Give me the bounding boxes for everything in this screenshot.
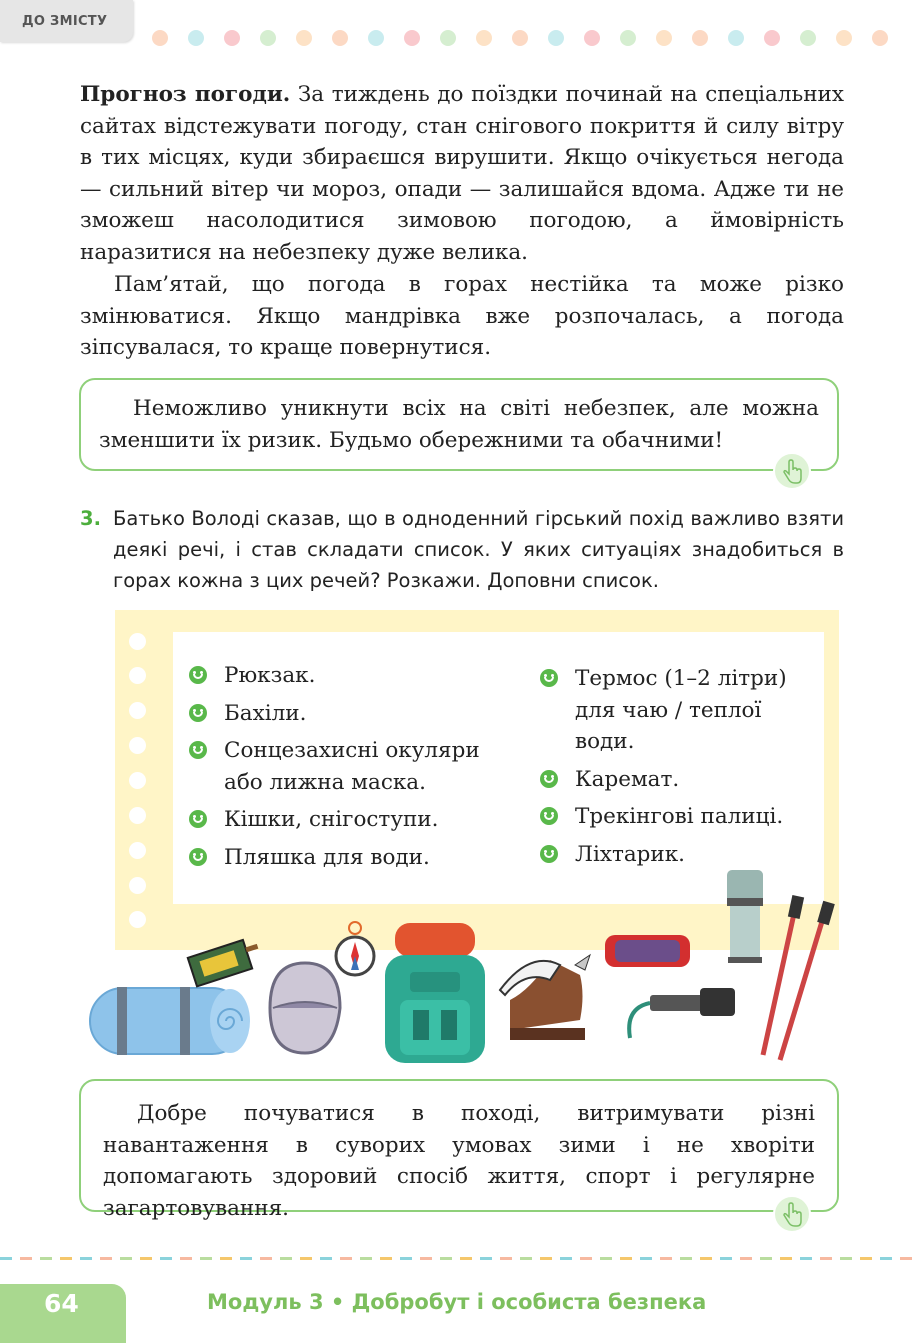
decor-dash bbox=[340, 1257, 352, 1260]
decor-dash bbox=[800, 1257, 812, 1260]
decor-dash bbox=[260, 1257, 272, 1260]
flashlight-icon bbox=[629, 988, 735, 1038]
decor-dash bbox=[820, 1257, 832, 1260]
decor-dot bbox=[404, 30, 420, 46]
decor-dash bbox=[460, 1257, 472, 1260]
smile-icon bbox=[189, 741, 207, 759]
decor-dash bbox=[840, 1257, 852, 1260]
list-item: Бахіли. bbox=[189, 698, 489, 730]
decor-dash bbox=[540, 1257, 552, 1260]
decor-dash bbox=[320, 1257, 332, 1260]
list-item: Пляшка для води. bbox=[189, 842, 489, 874]
mountain-weather-paragraph: Пам’ятай, що погода в горах нестійка та може різко змінюватися. Якщо мандрівка вже розпочалась, а погода зіпсувалася, то краще повернутися. bbox=[80, 272, 844, 360]
decor-dot bbox=[188, 30, 204, 46]
note-hole bbox=[129, 737, 146, 754]
decor-dash bbox=[40, 1257, 52, 1260]
decor-dash bbox=[560, 1257, 572, 1260]
decor-dot bbox=[296, 30, 312, 46]
checklist-right bbox=[540, 663, 810, 876]
compass-icon bbox=[336, 922, 374, 975]
callout-health-text: Добре почуватися в поході, витримувати різні навантаження в суворих умовах зими і не хворіти допомагають здоровий спосіб життя, спорт і регулярне загартовування. bbox=[103, 1101, 815, 1221]
task-number: 3. bbox=[80, 507, 101, 530]
list-item: Рюкзак. bbox=[189, 660, 489, 692]
decor-dot bbox=[332, 30, 348, 46]
list-item: Сонцезахисні окуляри або лижна маска. bbox=[189, 735, 489, 798]
decor-dash bbox=[0, 1257, 12, 1260]
decor-dot bbox=[224, 30, 240, 46]
list-item: Трекінгові палиці. bbox=[540, 801, 810, 833]
decor-dash bbox=[620, 1257, 632, 1260]
decorative-dots bbox=[150, 28, 910, 48]
note-hole bbox=[129, 842, 146, 859]
decor-dash bbox=[780, 1257, 792, 1260]
decor-dot bbox=[476, 30, 492, 46]
trekking-poles-icon bbox=[763, 895, 835, 1060]
backpack-icon bbox=[385, 923, 485, 1063]
decor-dot bbox=[440, 30, 456, 46]
decor-dash bbox=[380, 1257, 392, 1260]
decor-dash bbox=[900, 1257, 912, 1260]
decor-dot bbox=[692, 30, 708, 46]
weather-text: За тиждень до поїздки починай на спеціальних сайтах відстежувати погоду, стан снігового покриття й силу вітру в тих місцях, куди збираєшся вирушити. Якщо очікується негода — сильний вітер чи мороз, опади — залишайся вдома. Адже ти не зможеш насолодитися зимовою погодою, а ймовірність наразитися на небезпеку дуже велика. bbox=[80, 82, 844, 265]
decor-dash bbox=[480, 1257, 492, 1260]
smile-icon bbox=[540, 807, 558, 825]
smile-icon bbox=[189, 704, 207, 722]
footer-dashed-line bbox=[0, 1257, 918, 1261]
weather-lead: Прогноз погоди. bbox=[80, 82, 291, 107]
callout-health bbox=[79, 1079, 839, 1221]
checklist-left bbox=[189, 660, 489, 879]
smile-icon bbox=[189, 810, 207, 828]
decor-dash bbox=[180, 1257, 192, 1260]
list-item: Ліхтарик. bbox=[540, 839, 810, 871]
hand-icon bbox=[773, 452, 811, 490]
decor-dot bbox=[764, 30, 780, 46]
decor-dash bbox=[600, 1257, 612, 1260]
decor-dot bbox=[584, 30, 600, 46]
decor-dash bbox=[140, 1257, 152, 1260]
decor-dash bbox=[680, 1257, 692, 1260]
decor-dash bbox=[220, 1257, 232, 1260]
decor-dash bbox=[240, 1257, 252, 1260]
weather-paragraph bbox=[80, 79, 844, 268]
decor-dash bbox=[700, 1257, 712, 1260]
decor-dash bbox=[520, 1257, 532, 1260]
decor-dash bbox=[80, 1257, 92, 1260]
decor-dot bbox=[728, 30, 744, 46]
decor-dot bbox=[800, 30, 816, 46]
note-hole bbox=[129, 667, 146, 684]
list-item: Кішки, снігоступи. bbox=[189, 804, 489, 836]
decor-dash bbox=[100, 1257, 112, 1260]
list-item: Каремат. bbox=[540, 764, 810, 796]
note-hole bbox=[129, 702, 146, 719]
toc-link[interactable]: ДО ЗМІСТУ bbox=[0, 0, 133, 42]
decor-dash bbox=[420, 1257, 432, 1260]
smile-icon bbox=[189, 666, 207, 684]
decor-dash bbox=[280, 1257, 292, 1260]
hiking-gear-illustration bbox=[85, 860, 845, 1070]
page-number: 64 bbox=[0, 1284, 126, 1343]
ski-goggles-icon bbox=[605, 935, 690, 967]
task-3 bbox=[80, 503, 844, 596]
decor-dash bbox=[120, 1257, 132, 1260]
decor-dash bbox=[60, 1257, 72, 1260]
decor-dash bbox=[640, 1257, 652, 1260]
thermos-icon bbox=[727, 870, 763, 963]
decor-dash bbox=[200, 1257, 212, 1260]
decor-dot bbox=[872, 30, 888, 46]
module-title: Модуль 3 • Добробут і особиста безпека bbox=[207, 1290, 707, 1314]
decor-dash bbox=[720, 1257, 732, 1260]
smile-icon bbox=[540, 669, 558, 687]
decor-dash bbox=[300, 1257, 312, 1260]
note-hole bbox=[129, 772, 146, 789]
decor-dash bbox=[360, 1257, 372, 1260]
note-hole bbox=[129, 807, 146, 824]
decor-dash bbox=[500, 1257, 512, 1260]
decor-dot bbox=[260, 30, 276, 46]
decor-dash bbox=[740, 1257, 752, 1260]
decor-dash bbox=[880, 1257, 892, 1260]
list-item: Термос (1–2 літри) для чаю / теплої води. bbox=[540, 663, 810, 758]
decor-dot bbox=[512, 30, 528, 46]
decor-dash bbox=[440, 1257, 452, 1260]
callout-safety bbox=[79, 378, 839, 471]
callout-safety-text: Неможливо уникнути всіх на світі небезпек, але можна зменшити їх ризик. Будьмо обережними та обачними! bbox=[99, 396, 819, 453]
matches-icon bbox=[188, 936, 264, 986]
decor-dash bbox=[160, 1257, 172, 1260]
sleeping-mat-icon bbox=[90, 987, 250, 1055]
task-text: Батько Володі сказав, що в одноденний гірський похід важливо взяти деякі речі, і став складати список. У яких ситуаціях знадобиться в горах кожна з цих речей? Розкажи. Доповни список. bbox=[113, 507, 844, 592]
decor-dot bbox=[368, 30, 384, 46]
crampon-boot-icon bbox=[500, 955, 590, 1040]
shoe-covers-icon bbox=[270, 963, 340, 1053]
smile-icon bbox=[540, 770, 558, 788]
decor-dot bbox=[548, 30, 564, 46]
decor-dash bbox=[760, 1257, 772, 1260]
decor-dash bbox=[860, 1257, 872, 1260]
note-hole bbox=[129, 633, 146, 650]
decor-dash bbox=[20, 1257, 32, 1260]
decor-dash bbox=[400, 1257, 412, 1260]
decor-dot bbox=[620, 30, 636, 46]
decor-dash bbox=[580, 1257, 592, 1260]
decor-dash bbox=[660, 1257, 672, 1260]
decor-dot bbox=[836, 30, 852, 46]
hand-icon bbox=[773, 1195, 811, 1233]
decor-dot bbox=[152, 30, 168, 46]
decor-dot bbox=[656, 30, 672, 46]
